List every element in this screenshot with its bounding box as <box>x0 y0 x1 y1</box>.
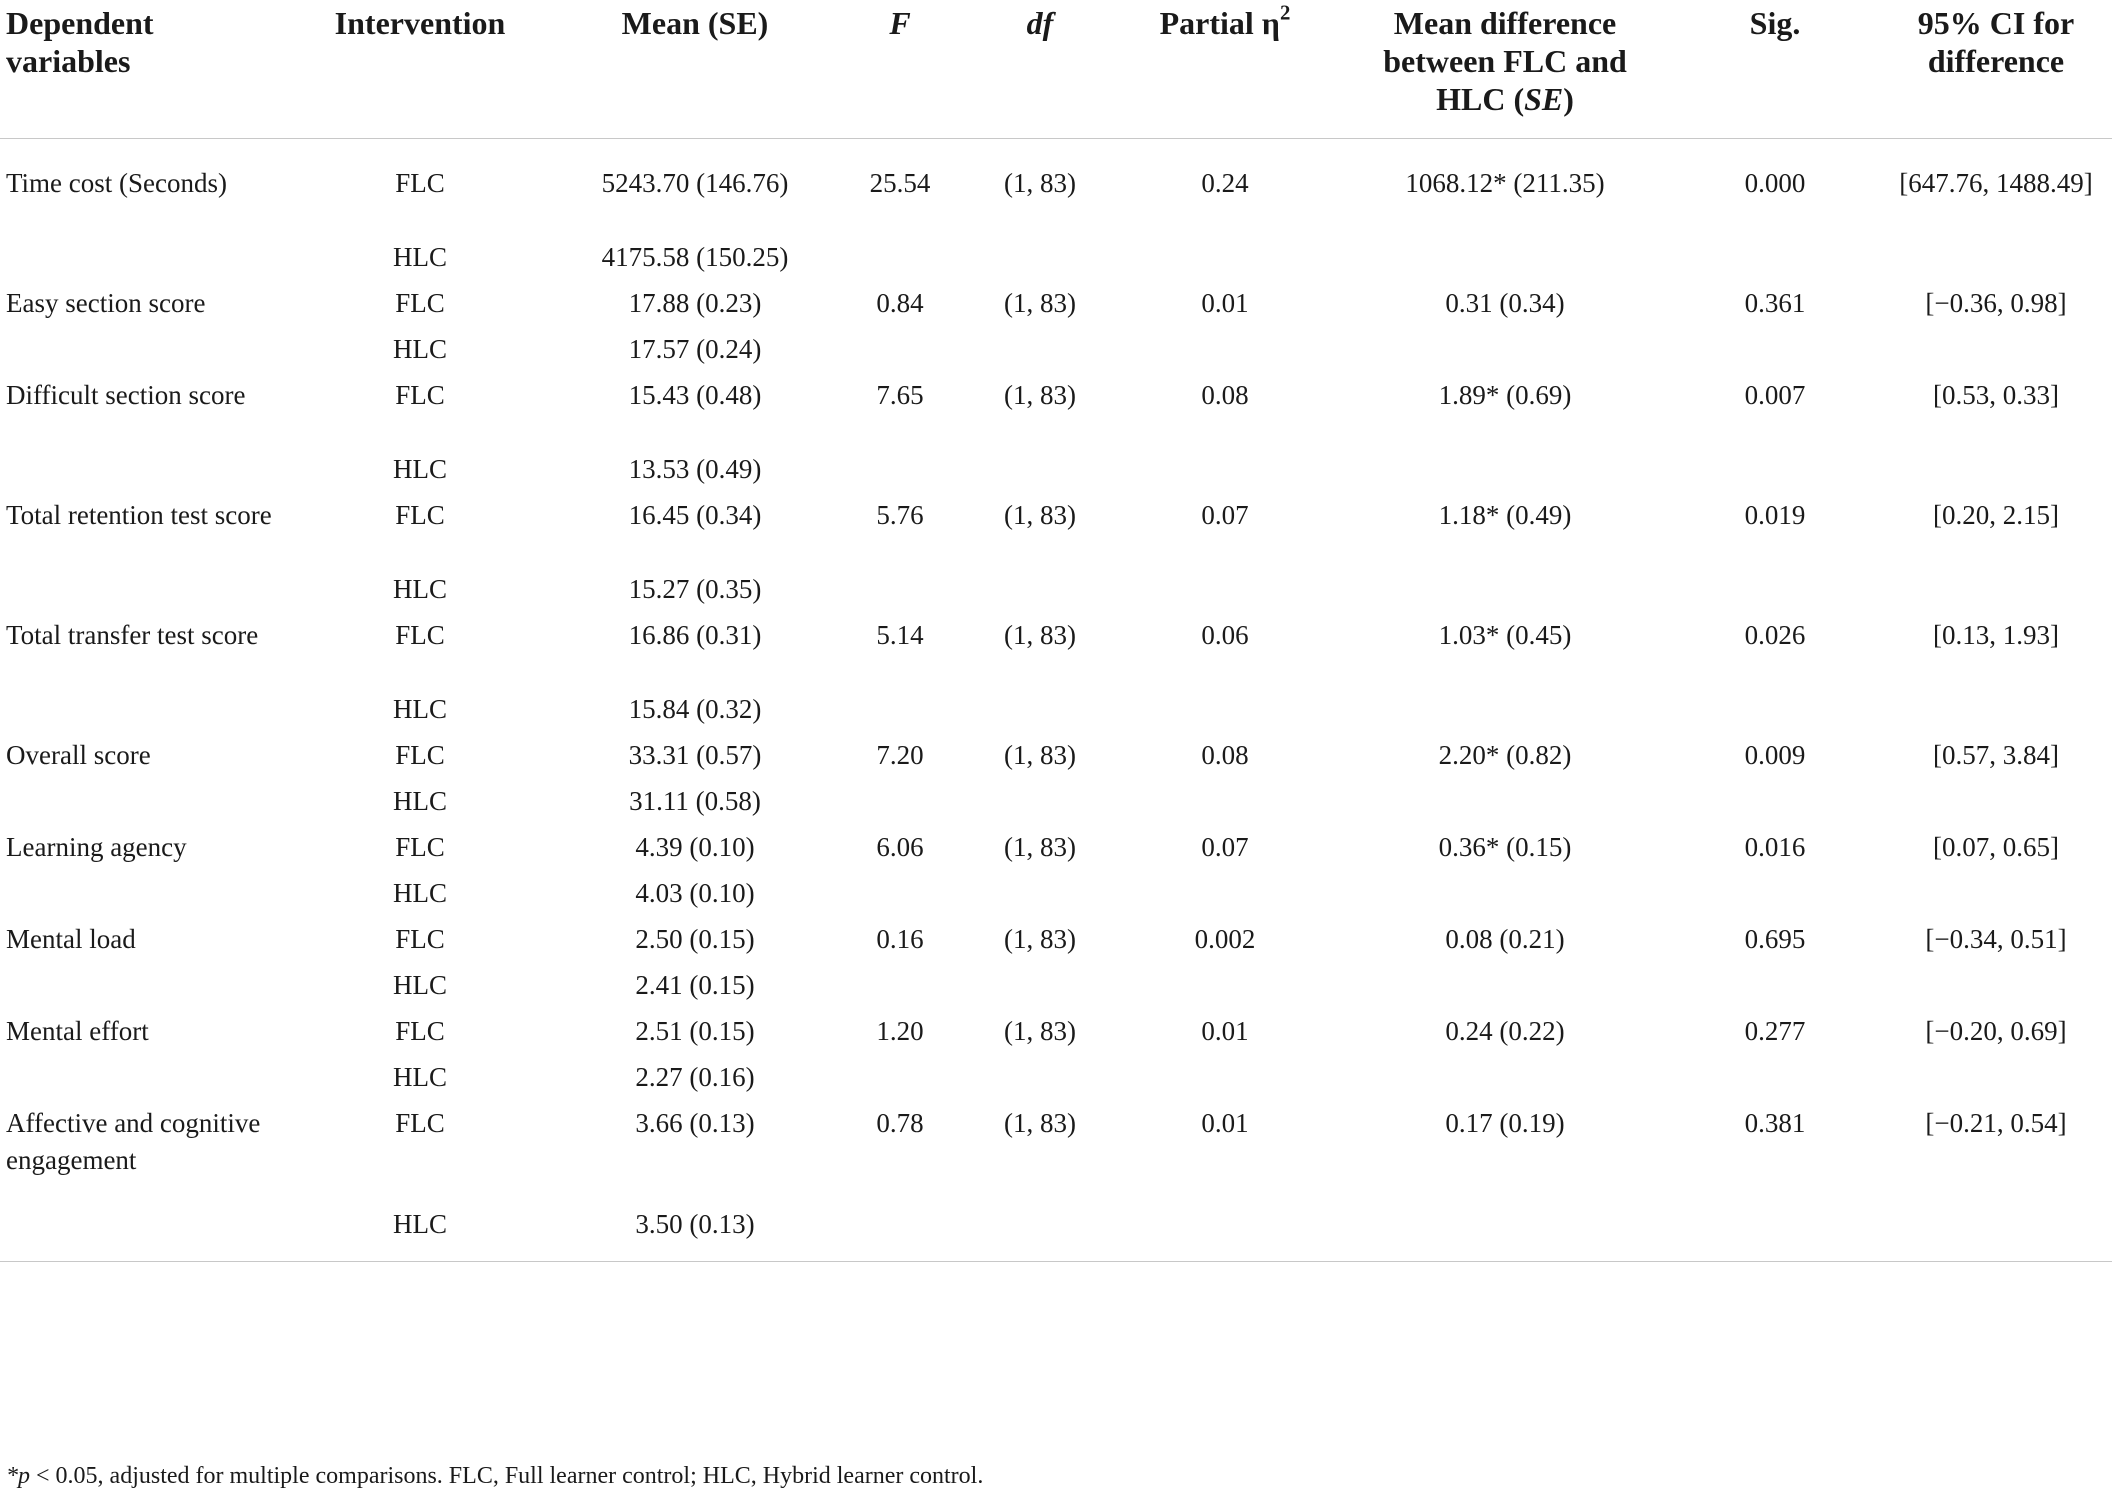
cell-df <box>970 1199 1110 1262</box>
cell-sig <box>1670 684 1880 730</box>
table-row <box>0 564 2112 610</box>
cell-ci: [0.20, 2.15] <box>1933 499 2059 530</box>
cell-intervention: FLC <box>395 923 445 954</box>
cell-sig <box>1670 1052 1880 1098</box>
cell-f: 25.54 <box>869 167 931 198</box>
table-row <box>0 370 2112 444</box>
cell-ci <box>1880 1199 2112 1262</box>
cell-intervention: FLC <box>395 619 445 650</box>
cell-mean-difference: 0.31 (0.34) <box>1445 287 1565 318</box>
cell-f: 5.14 <box>876 619 924 650</box>
cell-partial-eta: 0.06 <box>1201 619 1249 650</box>
cell-mean-se: 2.50 (0.15) <box>635 923 755 954</box>
cell-mean-se: 15.84 (0.32) <box>628 693 762 724</box>
cell-ci: [0.53, 0.33] <box>1933 379 2059 410</box>
cell-df <box>970 868 1110 914</box>
table-row <box>0 776 2112 822</box>
table-row <box>0 822 2112 868</box>
cell-mean-difference: 0.08 (0.21) <box>1445 923 1565 954</box>
cell-dependent-variable <box>0 776 280 822</box>
cell-dependent-variable <box>0 564 280 610</box>
cell-ci: [−0.21, 0.54] <box>1925 1107 2067 1138</box>
cell-intervention: HLC <box>393 241 447 272</box>
cell-mean-se: 3.66 (0.13) <box>635 1107 755 1138</box>
cell-partial-eta <box>1110 324 1340 370</box>
cell-mean-difference <box>1340 232 1670 278</box>
cell-ci: [−0.20, 0.69] <box>1925 1015 2067 1046</box>
cell-dependent-variable <box>0 232 280 278</box>
cell-f <box>830 868 970 914</box>
cell-mean-se: 4.03 (0.10) <box>635 877 755 908</box>
header-f: F <box>830 0 970 138</box>
cell-mean-difference: 2.20* (0.82) <box>1438 739 1572 770</box>
cell-intervention: FLC <box>395 1015 445 1046</box>
table-row <box>0 1052 2112 1098</box>
cell-df: (1, 83) <box>1004 619 1076 650</box>
cell-ci <box>1880 776 2112 822</box>
cell-mean-difference: 0.17 (0.19) <box>1445 1107 1565 1138</box>
cell-mean-difference <box>1340 324 1670 370</box>
cell-dependent-variable <box>0 868 280 914</box>
cell-intervention: FLC <box>395 167 445 198</box>
cell-intervention: FLC <box>395 499 445 530</box>
cell-df <box>970 1052 1110 1098</box>
cell-intervention: HLC <box>393 333 447 364</box>
cell-ci <box>1880 684 2112 730</box>
header-sig: Sig. <box>1670 0 1880 138</box>
table-row <box>0 324 2112 370</box>
cell-df <box>970 776 1110 822</box>
cell-f: 7.65 <box>876 379 924 410</box>
table-row <box>0 730 2112 776</box>
cell-mean-se: 2.27 (0.16) <box>635 1061 755 1092</box>
header-partial-eta-superscript: 2 <box>1279 1 1291 25</box>
cell-intervention: HLC <box>393 969 447 1000</box>
cell-intervention: HLC <box>393 693 447 724</box>
header-ci: 95% CI for difference <box>1880 0 2112 138</box>
cell-df <box>970 232 1110 278</box>
cell-partial-eta <box>1110 684 1340 730</box>
cell-ci <box>1880 960 2112 1006</box>
cell-df: (1, 83) <box>1004 739 1076 770</box>
cell-intervention: FLC <box>395 287 445 318</box>
cell-df <box>970 684 1110 730</box>
table-row <box>0 610 2112 684</box>
cell-f: 0.84 <box>876 287 924 318</box>
cell-mean-difference <box>1340 684 1670 730</box>
cell-intervention: FLC <box>395 739 445 770</box>
cell-ci: [0.13, 1.93] <box>1933 619 2059 650</box>
header-mean-difference <box>1340 0 1670 138</box>
cell-partial-eta <box>1110 444 1340 490</box>
cell-ci <box>1880 564 2112 610</box>
header-df: df <box>970 0 1110 138</box>
cell-mean-difference: 0.36* (0.15) <box>1438 831 1572 862</box>
header-intervention: Intervention <box>280 0 560 138</box>
cell-mean-se: 3.50 (0.13) <box>560 1199 830 1262</box>
cell-intervention: HLC <box>393 877 447 908</box>
cell-f <box>830 324 970 370</box>
cell-ci: [647.76, 1488.49] <box>1899 167 2093 198</box>
table-row <box>0 1098 2112 1199</box>
table-row <box>0 232 2112 278</box>
cell-mean-se: 31.11 (0.58) <box>629 785 761 816</box>
cell-df: (1, 83) <box>1004 499 1076 530</box>
cell-sig: 0.381 <box>1744 1107 1806 1138</box>
cell-partial-eta <box>1110 776 1340 822</box>
cell-partial-eta <box>1110 868 1340 914</box>
cell-sig <box>1670 868 1880 914</box>
table-row <box>0 138 2112 232</box>
cell-mean-difference <box>1340 444 1670 490</box>
cell-ci: [0.57, 3.84] <box>1933 739 2059 770</box>
cell-partial-eta: 0.01 <box>1201 287 1249 318</box>
cell-df: (1, 83) <box>1004 831 1076 862</box>
cell-mean-se: 4.39 (0.10) <box>635 831 755 862</box>
cell-mean-difference <box>1340 776 1670 822</box>
table-body <box>0 138 2112 1261</box>
cell-dependent-variable <box>0 1052 280 1098</box>
cell-f <box>830 776 970 822</box>
cell-partial-eta: 0.24 <box>1201 167 1249 198</box>
cell-mean-se: 17.88 (0.23) <box>628 287 762 318</box>
cell-f: 6.06 <box>876 831 924 862</box>
cell-f: 7.20 <box>876 739 924 770</box>
cell-mean-se: 5243.70 (146.76) <box>601 167 789 198</box>
cell-sig: 0.277 <box>1744 1015 1806 1046</box>
cell-dependent-variable: Total transfer test score <box>6 619 259 650</box>
header-mean-difference-close: ) <box>1563 81 1574 117</box>
cell-sig <box>1670 324 1880 370</box>
cell-partial-eta <box>1110 564 1340 610</box>
cell-mean-difference: 0.24 (0.22) <box>1445 1015 1565 1046</box>
cell-df <box>970 960 1110 1006</box>
cell-mean-se: 33.31 (0.57) <box>628 739 762 770</box>
header-mean-se: Mean (SE) <box>560 0 830 138</box>
table-row <box>0 490 2112 564</box>
cell-dependent-variable <box>0 960 280 1006</box>
cell-partial-eta: 0.07 <box>1201 831 1249 862</box>
cell-mean-difference <box>1340 1199 1670 1262</box>
cell-df: (1, 83) <box>1004 1107 1076 1138</box>
cell-f <box>830 1199 970 1262</box>
cell-df: (1, 83) <box>1004 287 1076 318</box>
cell-f <box>830 960 970 1006</box>
cell-mean-difference: 1.89* (0.69) <box>1438 379 1572 410</box>
cell-dependent-variable: Time cost (Seconds) <box>6 167 227 198</box>
cell-partial-eta <box>1110 232 1340 278</box>
cell-mean-difference: 1068.12* (211.35) <box>1405 167 1605 198</box>
cell-sig: 0.026 <box>1744 619 1806 650</box>
header-row <box>0 0 2112 138</box>
cell-intervention: FLC <box>395 379 445 410</box>
cell-mean-difference <box>1340 960 1670 1006</box>
cell-ci: [−0.36, 0.98] <box>1925 287 2067 318</box>
footnote-text: < 0.05, adjusted for multiple comparisons. FLC, Full learner control; HLC, Hybrid learner control. <box>30 1463 984 1489</box>
cell-partial-eta: 0.01 <box>1201 1015 1249 1046</box>
cell-dependent-variable: Affective and cognitive engagement <box>6 1107 261 1175</box>
cell-f <box>830 564 970 610</box>
cell-df <box>970 444 1110 490</box>
cell-sig: 0.000 <box>1744 167 1806 198</box>
header-dependent-variables: Dependent variables <box>0 0 280 138</box>
cell-partial-eta: 0.002 <box>1194 923 1256 954</box>
cell-ci: [−0.34, 0.51] <box>1925 923 2067 954</box>
cell-dependent-variable <box>0 1199 280 1262</box>
cell-f <box>830 232 970 278</box>
cell-ci <box>1880 232 2112 278</box>
cell-mean-se: 15.43 (0.48) <box>628 379 762 410</box>
table-row <box>0 278 2112 324</box>
cell-intervention: FLC <box>395 1107 445 1138</box>
table-row <box>0 868 2112 914</box>
cell-f: 5.76 <box>876 499 924 530</box>
cell-sig <box>1670 1199 1880 1262</box>
cell-dependent-variable <box>0 444 280 490</box>
cell-df: (1, 83) <box>1004 167 1076 198</box>
cell-partial-eta: 0.07 <box>1201 499 1249 530</box>
cell-mean-difference <box>1340 868 1670 914</box>
cell-ci <box>1880 324 2112 370</box>
cell-intervention: HLC <box>393 453 447 484</box>
cell-f <box>830 684 970 730</box>
cell-f: 0.16 <box>876 923 924 954</box>
cell-partial-eta: 0.08 <box>1201 739 1249 770</box>
cell-df <box>970 564 1110 610</box>
table-footnote <box>6 1461 983 1491</box>
cell-dependent-variable: Overall score <box>6 739 151 770</box>
cell-intervention: HLC <box>280 1199 560 1262</box>
header-partial-eta-label: Partial η <box>1159 5 1280 41</box>
cell-partial-eta <box>1110 1052 1340 1098</box>
cell-mean-se: 17.57 (0.24) <box>628 333 762 364</box>
cell-mean-se: 16.45 (0.34) <box>628 499 762 530</box>
cell-sig <box>1670 232 1880 278</box>
cell-mean-difference <box>1340 564 1670 610</box>
cell-sig: 0.016 <box>1744 831 1806 862</box>
cell-sig <box>1670 960 1880 1006</box>
cell-sig <box>1670 564 1880 610</box>
cell-intervention: FLC <box>395 831 445 862</box>
cell-intervention: HLC <box>393 573 447 604</box>
table-row <box>0 444 2112 490</box>
cell-dependent-variable: Difficult section score <box>6 379 246 410</box>
cell-mean-se: 2.41 (0.15) <box>635 969 755 1000</box>
cell-partial-eta: 0.08 <box>1201 379 1249 410</box>
cell-df: (1, 83) <box>1004 379 1076 410</box>
cell-mean-se: 13.53 (0.49) <box>628 453 762 484</box>
cell-mean-difference <box>1340 1052 1670 1098</box>
cell-dependent-variable: Learning agency <box>6 831 187 862</box>
cell-sig: 0.361 <box>1744 287 1806 318</box>
cell-mean-se: 15.27 (0.35) <box>628 573 762 604</box>
cell-dependent-variable <box>0 324 280 370</box>
cell-sig: 0.695 <box>1744 923 1806 954</box>
cell-mean-se: 2.51 (0.15) <box>635 1015 755 1046</box>
cell-sig: 0.007 <box>1744 379 1806 410</box>
cell-mean-difference: 1.18* (0.49) <box>1438 499 1572 530</box>
cell-sig: 0.019 <box>1744 499 1806 530</box>
cell-ci: [0.07, 0.65] <box>1933 831 2059 862</box>
cell-dependent-variable: Easy section score <box>6 287 206 318</box>
cell-ci <box>1880 868 2112 914</box>
cell-dependent-variable <box>0 684 280 730</box>
cell-mean-difference: 1.03* (0.45) <box>1438 619 1572 650</box>
footnote-p-symbol: *p <box>6 1463 30 1489</box>
cell-partial-eta: 0.01 <box>1201 1107 1249 1138</box>
cell-partial-eta <box>1110 1199 1340 1262</box>
cell-dependent-variable: Mental effort <box>6 1015 149 1046</box>
table-row <box>0 1199 2112 1262</box>
cell-dependent-variable: Mental load <box>6 923 136 954</box>
header-mean-difference-se: SE <box>1524 81 1564 117</box>
cell-df: (1, 83) <box>1004 1015 1076 1046</box>
table-row <box>0 914 2112 960</box>
table-row <box>0 960 2112 1006</box>
cell-partial-eta <box>1110 960 1340 1006</box>
cell-f: 1.20 <box>876 1015 924 1046</box>
cell-df <box>970 324 1110 370</box>
header-mean-difference-label: Mean difference between FLC and HLC ( <box>1383 5 1627 117</box>
cell-ci <box>1880 1052 2112 1098</box>
cell-dependent-variable: Total retention test score <box>6 499 272 530</box>
cell-mean-se: 16.86 (0.31) <box>628 619 762 650</box>
cell-sig: 0.009 <box>1744 739 1806 770</box>
cell-f <box>830 444 970 490</box>
cell-ci <box>1880 444 2112 490</box>
cell-f: 0.78 <box>876 1107 924 1138</box>
cell-intervention: HLC <box>393 1061 447 1092</box>
cell-df: (1, 83) <box>1004 923 1076 954</box>
cell-sig <box>1670 444 1880 490</box>
cell-sig <box>1670 776 1880 822</box>
cell-f <box>830 1052 970 1098</box>
cell-mean-se: 4175.58 (150.25) <box>601 241 789 272</box>
header-partial-eta <box>1110 0 1340 138</box>
table-row <box>0 1006 2112 1052</box>
cell-intervention: HLC <box>393 785 447 816</box>
table-row <box>0 684 2112 730</box>
